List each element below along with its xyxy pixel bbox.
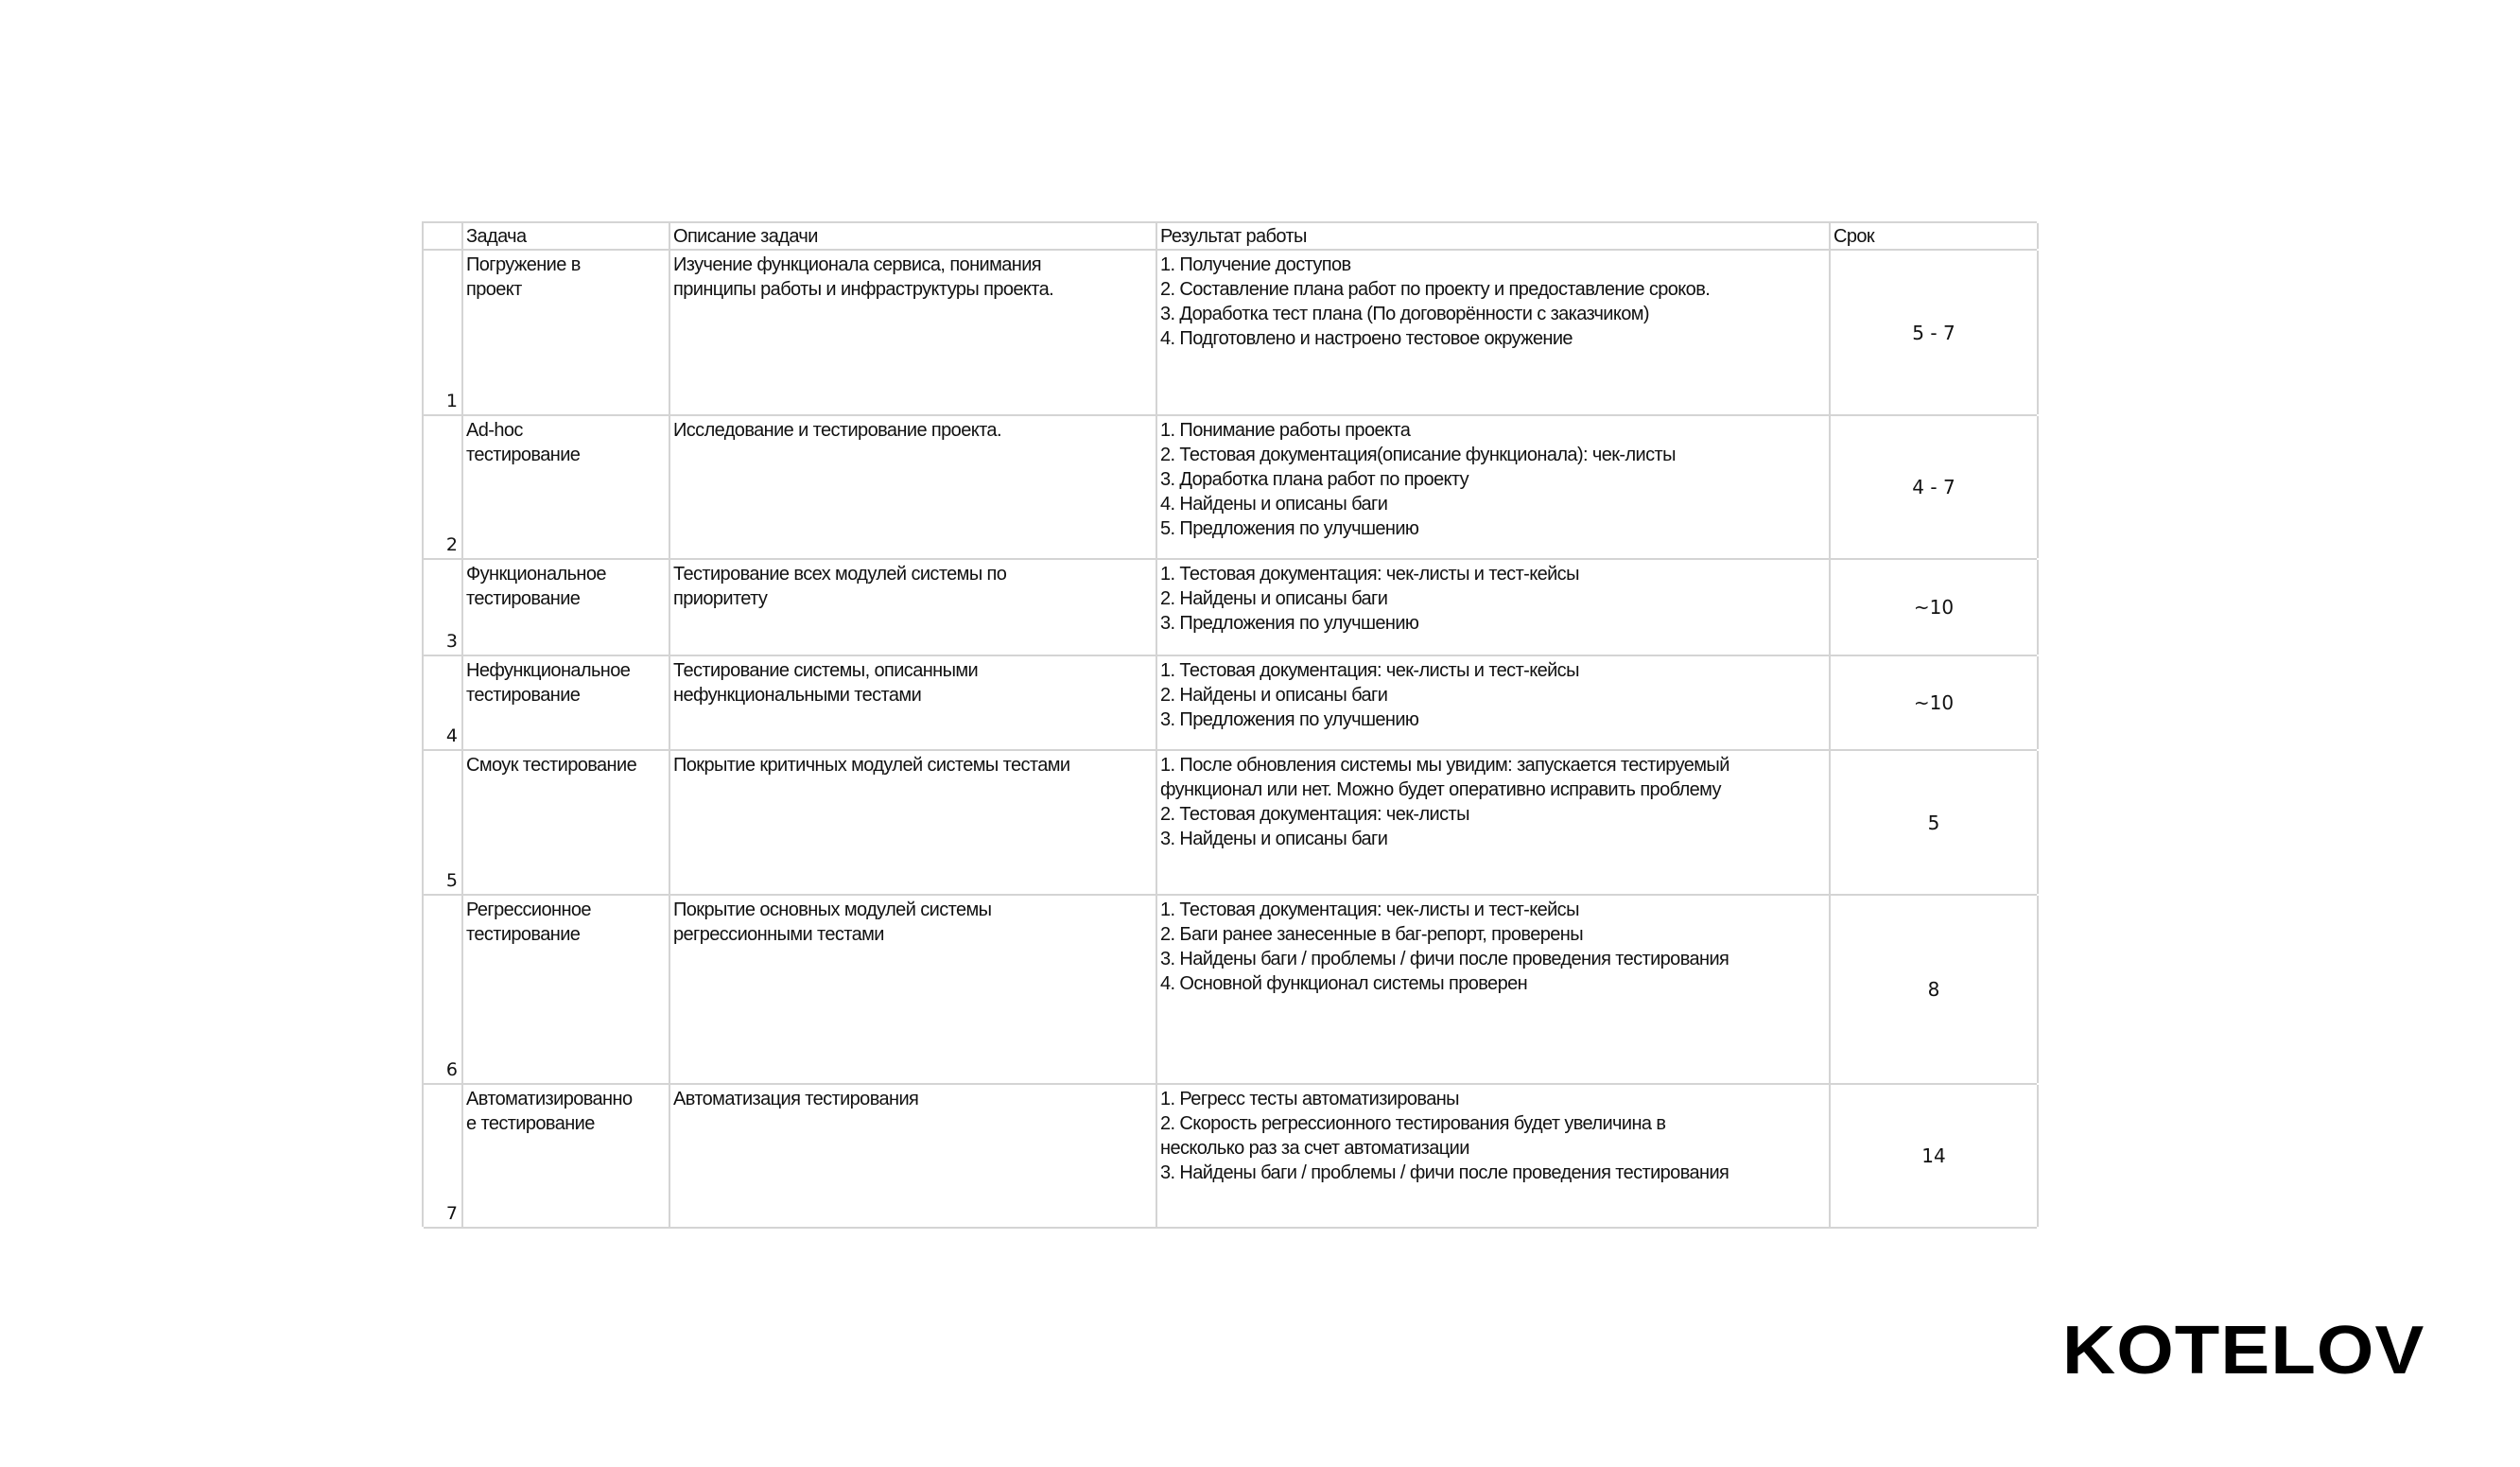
task-line: е тестирование — [466, 1113, 595, 1134]
result-cell — [1157, 416, 1831, 558]
header-label — [424, 223, 461, 224]
header-label: Результат работы — [1160, 226, 1307, 247]
term-value: 5 — [1927, 811, 1940, 834]
description-cell — [670, 251, 1157, 414]
row-number-cell — [424, 1085, 463, 1227]
table-row — [424, 751, 2037, 896]
term-cell — [1831, 751, 2039, 894]
result-line: 2. Найдены и описаны баги — [1160, 685, 1388, 706]
result-line: 3. Найдены и описаны баги — [1160, 829, 1388, 849]
result-line: 2. Найдены и описаны баги — [1160, 588, 1388, 609]
row-number: 7 — [445, 1203, 458, 1224]
description-cell — [670, 560, 1157, 655]
task-line: Погружение в — [466, 254, 581, 275]
description-line: Покрытие основных модулей системы — [673, 899, 992, 920]
description-line: Автоматизация тестирования — [673, 1089, 919, 1109]
task-line: проект — [466, 279, 522, 300]
kotelov-logo: KOTELOV — [2062, 1313, 2425, 1388]
result-line: 2. Баги ранее занесенные в баг-репорт, проверены — [1160, 924, 1583, 945]
term-value: 14 — [1921, 1144, 1946, 1167]
row-number-cell — [424, 560, 463, 655]
header-cell-row-number — [424, 223, 463, 249]
result-line: 1. Тестовая документация: чек-листы и тест-кейсы — [1160, 564, 1579, 585]
term-cell — [1831, 560, 2039, 655]
description-line: нефункциональными тестами — [673, 685, 922, 706]
description-cell — [670, 751, 1157, 894]
task-cell — [463, 416, 670, 558]
description-text — [670, 560, 1156, 611]
header-cell-description — [670, 223, 1157, 249]
task-text — [463, 896, 669, 947]
result-line: 3. Предложения по улучшению — [1160, 613, 1419, 634]
task-line: Регрессионное — [466, 899, 591, 920]
task-line: Нефункциональное — [466, 660, 631, 681]
result-line: 4. Найдены и описаны баги — [1160, 494, 1388, 515]
term-cell — [1831, 1085, 2039, 1227]
result-cell — [1157, 656, 1831, 749]
task-line: тестирование — [466, 924, 581, 945]
task-line: тестирование — [466, 588, 581, 609]
row-number: 5 — [445, 870, 458, 891]
description-text — [670, 751, 1156, 777]
description-cell — [670, 656, 1157, 749]
description-cell — [670, 896, 1157, 1083]
result-line: 1. Тестовая документация: чек-листы и тест-кейсы — [1160, 660, 1579, 681]
description-line: принципы работы и инфраструктуры проекта. — [673, 279, 1054, 300]
result-line: 2. Составление плана работ по проекту и предоставление сроков. — [1160, 279, 1711, 300]
row-number-cell — [424, 656, 463, 749]
task-line: Ad-hoc — [466, 420, 523, 441]
row-number-cell — [424, 896, 463, 1083]
task-text — [463, 560, 669, 611]
task-text — [463, 656, 669, 707]
task-line: Смоук тестирование — [466, 755, 637, 776]
term-cell — [1831, 251, 2039, 414]
result-line: 5. Предложения по улучшению — [1160, 518, 1419, 539]
result-line: 4. Основной функционал системы проверен — [1160, 973, 1528, 994]
description-line: регрессионными тестами — [673, 924, 884, 945]
result-line: 4. Подготовлено и настроено тестовое окружение — [1160, 328, 1573, 349]
description-text — [670, 251, 1156, 302]
result-line: функционал или нет. Можно будет оперативно исправить проблему — [1160, 779, 1721, 800]
result-text — [1157, 251, 1829, 351]
result-line: 1. После обновления системы мы увидим: запускается тестируемый — [1160, 755, 1729, 776]
term-value: 4 - 7 — [1912, 476, 1955, 498]
description-line: Изучение функционала сервиса, понимания — [673, 254, 1042, 275]
result-text — [1157, 896, 1829, 996]
term-cell — [1831, 896, 2039, 1083]
result-cell — [1157, 560, 1831, 655]
term-value: 8 — [1927, 978, 1940, 1001]
header-label: Описание задачи — [673, 226, 818, 247]
table-row — [424, 896, 2037, 1085]
task-cell — [463, 1085, 670, 1227]
row-number: 4 — [445, 725, 458, 746]
task-text — [463, 1085, 669, 1136]
result-line: несколько раз за счет автоматизации — [1160, 1138, 1469, 1159]
table-row — [424, 560, 2037, 656]
result-line: 3. Доработка тест плана (По договорённости с заказчиком) — [1160, 304, 1649, 324]
table-row — [424, 1085, 2037, 1229]
result-text — [1157, 416, 1829, 541]
result-line: 2. Тестовая документация: чек-листы — [1160, 804, 1469, 825]
task-cell — [463, 896, 670, 1083]
result-text — [1157, 656, 1829, 732]
description-text — [670, 1085, 1156, 1111]
header-label: Задача — [466, 226, 527, 247]
table-row — [424, 416, 2037, 560]
row-number-cell — [424, 416, 463, 558]
description-line: Исследование и тестирование проекта. — [673, 420, 1001, 441]
description-text — [670, 896, 1156, 947]
header-cell-task — [463, 223, 670, 249]
result-line: 3. Найдены баги / проблемы / фичи после проведения тестирования — [1160, 1162, 1729, 1183]
task-cell — [463, 251, 670, 414]
description-line: Покрытие критичных модулей системы тестами — [673, 755, 1070, 776]
result-cell — [1157, 751, 1831, 894]
row-number-cell — [424, 251, 463, 414]
description-cell — [670, 416, 1157, 558]
description-cell — [670, 1085, 1157, 1227]
row-number: 6 — [445, 1059, 458, 1080]
description-line: Тестирование системы, описанными — [673, 660, 979, 681]
description-line: Тестирование всех модулей системы по — [673, 564, 1007, 585]
task-line: Функциональное — [466, 564, 606, 585]
result-line: 3. Предложения по улучшению — [1160, 709, 1419, 730]
result-line: 1. Регресс тесты автоматизированы — [1160, 1089, 1459, 1109]
term-value: ~10 — [1913, 691, 1955, 714]
result-line: 3. Доработка плана работ по проекту — [1160, 469, 1469, 490]
table-row — [424, 656, 2037, 751]
result-cell — [1157, 1085, 1831, 1227]
row-number-cell — [424, 751, 463, 894]
task-text — [463, 251, 669, 302]
task-text — [463, 751, 669, 777]
description-text — [670, 656, 1156, 707]
result-text — [1157, 1085, 1829, 1185]
task-line: тестирование — [466, 445, 581, 465]
task-cell — [463, 751, 670, 894]
header-cell-result — [1157, 223, 1831, 249]
result-line: 1. Тестовая документация: чек-листы и тест-кейсы — [1160, 899, 1579, 920]
work-plan-table — [422, 221, 2037, 1227]
term-value: 5 - 7 — [1912, 321, 1955, 344]
header-label: Срок — [1834, 226, 1875, 247]
task-cell — [463, 560, 670, 655]
task-text — [463, 416, 669, 467]
term-cell — [1831, 416, 2039, 558]
row-number: 1 — [445, 391, 458, 411]
term-value: ~10 — [1913, 596, 1955, 619]
row-number: 3 — [445, 631, 458, 652]
result-cell — [1157, 251, 1831, 414]
result-text — [1157, 751, 1829, 851]
result-cell — [1157, 896, 1831, 1083]
task-line: тестирование — [466, 685, 581, 706]
description-line: приоритету — [673, 588, 768, 609]
result-line: 3. Найдены баги / проблемы / фичи после проведения тестирования — [1160, 949, 1729, 969]
result-line: 1. Получение доступов — [1160, 254, 1351, 275]
result-line: 2. Скорость регрессионного тестирования будет увеличина в — [1160, 1113, 1666, 1134]
result-line: 1. Понимание работы проекта — [1160, 420, 1411, 441]
result-line: 2. Тестовая документация(описание функционала): чек-листы — [1160, 445, 1676, 465]
header-cell-term — [1831, 223, 2039, 249]
row-number: 2 — [445, 534, 458, 555]
result-text — [1157, 560, 1829, 636]
description-text — [670, 416, 1156, 443]
term-cell — [1831, 656, 2039, 749]
task-line: Автоматизированно — [466, 1089, 633, 1109]
task-cell — [463, 656, 670, 749]
table-header-row — [424, 223, 2037, 251]
table-row — [424, 251, 2037, 416]
